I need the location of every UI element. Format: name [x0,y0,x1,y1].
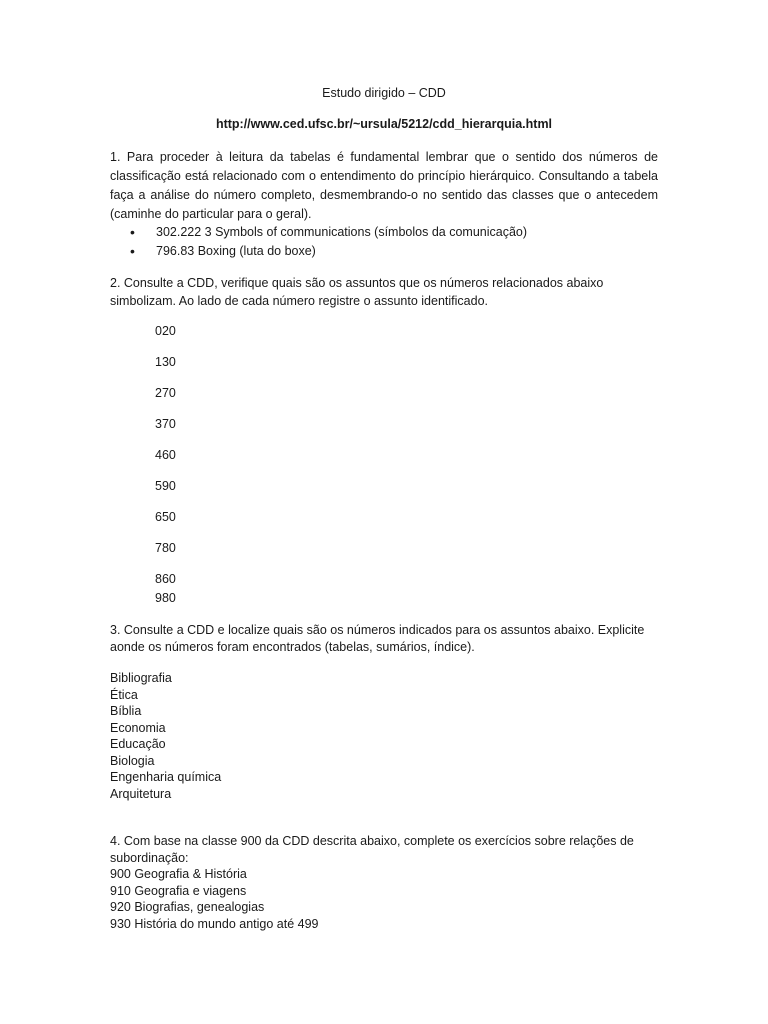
reference-url: http://www.ced.ufsc.br/~ursula/5212/cdd_hierarquia.html [215,117,553,131]
class-item: 920 Biografias, genealogias [110,900,265,914]
cdd-number: 860 [155,572,176,586]
cdd-number: 650 [155,510,176,524]
subject-item: Arquitetura [110,786,172,801]
subject-item: Economia [110,720,166,735]
question-4-text: 4. Com base na classe 900 da CDD descrita abaixo, complete os exercícios sobre relações de subordinação: [110,834,634,865]
question-1-bullet-list [130,223,527,261]
question-2-text: 2. Consulte a CDD, verifique quais são os assuntos que os números relacionados abaixo simbolizam. Ao lado de cada número registre o assunto identificado. [110,276,604,308]
cdd-number: 590 [155,479,176,493]
question-1-text: 1. Para proceder à leitura da tabelas é fundamental lembrar que o sentido dos números de classificação está relacionado com o entendimento do princípio hierárquico. Consultando a tabela faça a análise do número completo, desmembrando-o no sentido das classes que o antecedem (caminhe do particular para o geral). [110,150,658,221]
class-item: 910 Geografia e viagens [110,883,247,898]
bullet-item: • 302.222 3 Symbols of communications (símbolos da comunicação) [130,223,527,242]
question-3-text: 3. Consulte a CDD e localize quais são os números indicados para os assuntos abaixo. Explicite aonde os números foram encontrados (tabelas, sumários, índice). [110,623,645,654]
document-title: Estudo dirigido – CDD [322,86,446,100]
question-4-block [110,833,670,932]
cdd-number: 370 [155,417,176,431]
class-item: 930 História do mundo antigo até 499 [110,916,319,931]
bullet-item: • 796.83 Boxing (luta do boxe) [130,242,527,261]
subject-item: Bibliografia [110,671,172,685]
class-item: 900 Geografia & História [110,867,247,881]
cdd-number: 780 [155,541,176,555]
subject-item: Engenharia química [110,770,222,784]
subject-item: Biologia [110,753,155,768]
subject-item: Educação [110,737,166,751]
cdd-number: 130 [155,355,176,369]
subject-item: Bíblia [110,704,142,718]
subject-item: Ética [110,687,138,702]
cdd-number: 020 [155,324,176,338]
cdd-number: 270 [155,386,176,400]
cdd-number: 460 [155,448,176,462]
question-3-subject-list [110,670,221,802]
cdd-number: 980 [155,591,176,605]
